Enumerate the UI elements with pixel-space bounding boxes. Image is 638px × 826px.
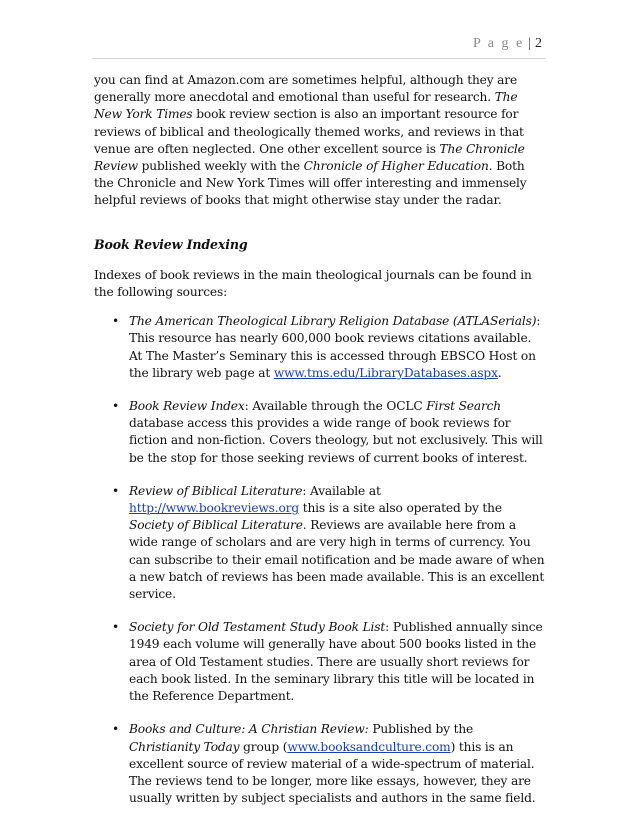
- list-item: [94, 483, 546, 603]
- item-text: Published by the: [368, 722, 474, 737]
- item-text: ) this is an excellent source of review material of a wide-spectrum of material. The reviews tend to be longer, more like essays, however, they are usually written by subject specialists and authors in the same field.: [129, 739, 536, 806]
- section-lead: Indexes of book reviews in the main theological journals can be found in the following sources:: [94, 267, 532, 300]
- page-number: 2: [535, 36, 542, 51]
- page-label: P a g e: [472, 36, 525, 51]
- intro-text: book review section is also an important resource for reviews of biblical and theologically themed works, and reviews in that venue are often neglected. One other excellent source is: [94, 107, 524, 156]
- item-text: : Available at: [302, 483, 381, 498]
- first-search-title: First Search: [426, 399, 502, 414]
- index-list: [94, 313, 546, 807]
- item-title: Society for Old Testament Study Book List: [129, 620, 386, 635]
- page-body: [94, 72, 546, 823]
- item-title: Book Review Index: [129, 399, 245, 414]
- item-title: The American Theological Library Religion Database (ATLASerials): [129, 314, 537, 329]
- list-item: [94, 721, 546, 807]
- christianity-today-title: Christianity Today: [129, 739, 240, 754]
- list-item: [94, 619, 546, 705]
- item-text: . Reviews are available here from a wide range of scholars and are very high in terms of currency. You can subscribe to their email notification and be made aware of when a new batch of reviews has been made available. This is an excellent service.: [129, 518, 545, 602]
- intro-paragraph: [94, 72, 546, 210]
- intro-text: published weekly with the: [137, 159, 304, 174]
- item-title: Books and Culture: A Christian Review:: [129, 722, 369, 737]
- header-rule: [92, 58, 546, 59]
- list-item: [94, 313, 546, 382]
- header-separator: |: [528, 36, 531, 51]
- booksandculture-link[interactable]: www.booksandculture.com: [287, 739, 451, 754]
- tms-databases-link[interactable]: www.tms.edu/LibraryDatabases.aspx: [273, 365, 498, 380]
- bookreviews-link[interactable]: http://www.bookreviews.org: [129, 501, 300, 516]
- chronicle-review-title: The Chronicle Review: [94, 141, 525, 174]
- bullet-icon: •: [112, 483, 120, 498]
- section-heading: Book Review Indexing: [94, 236, 248, 252]
- item-text: database access this provides a wide range of book reviews for fiction and non-fiction. Covers theology, but not exclusively. This will be the stop for those seeking reviews of current books of interest.: [129, 416, 543, 465]
- item-text: group (: [239, 739, 288, 754]
- intro-text: . Both the Chronicle and New York Times will offer interesting and immensely helpful reviews of books that might otherwise stay under the radar.: [94, 159, 527, 208]
- item-text: .: [497, 365, 502, 380]
- che-title: Chronicle of Higher Education: [303, 159, 489, 174]
- item-text: : This resource has nearly 600,000 book reviews citations available. At The Master’s Seminary this is accessed through EBSCO Host on the library web page at: [129, 314, 541, 380]
- item-text: : Available through the OCLC: [244, 399, 427, 414]
- nyt-title: The New York Times: [94, 90, 518, 122]
- list-item: [94, 398, 546, 467]
- bullet-icon: •: [112, 314, 120, 329]
- page-header: [473, 36, 542, 52]
- intro-text: you can find at Amazon.com are sometimes helpful, although they are generally more anecdotal and emotional than useful for research.: [94, 73, 518, 105]
- item-text: this is a site also operated by the: [299, 501, 502, 516]
- sbl-title: Society of Biblical Literature: [129, 518, 303, 533]
- bullet-icon: •: [112, 620, 120, 635]
- bullet-icon: •: [112, 722, 120, 737]
- item-title: Review of Biblical Literature: [129, 483, 303, 498]
- bullet-icon: •: [112, 399, 120, 414]
- item-text: : Published annually since 1949 each volume will generally have about 500 books listed in the area of Old Testament studies. There are usually short reviews for each book listed. In the seminary library this title will be located in the Reference Department.: [129, 620, 543, 704]
